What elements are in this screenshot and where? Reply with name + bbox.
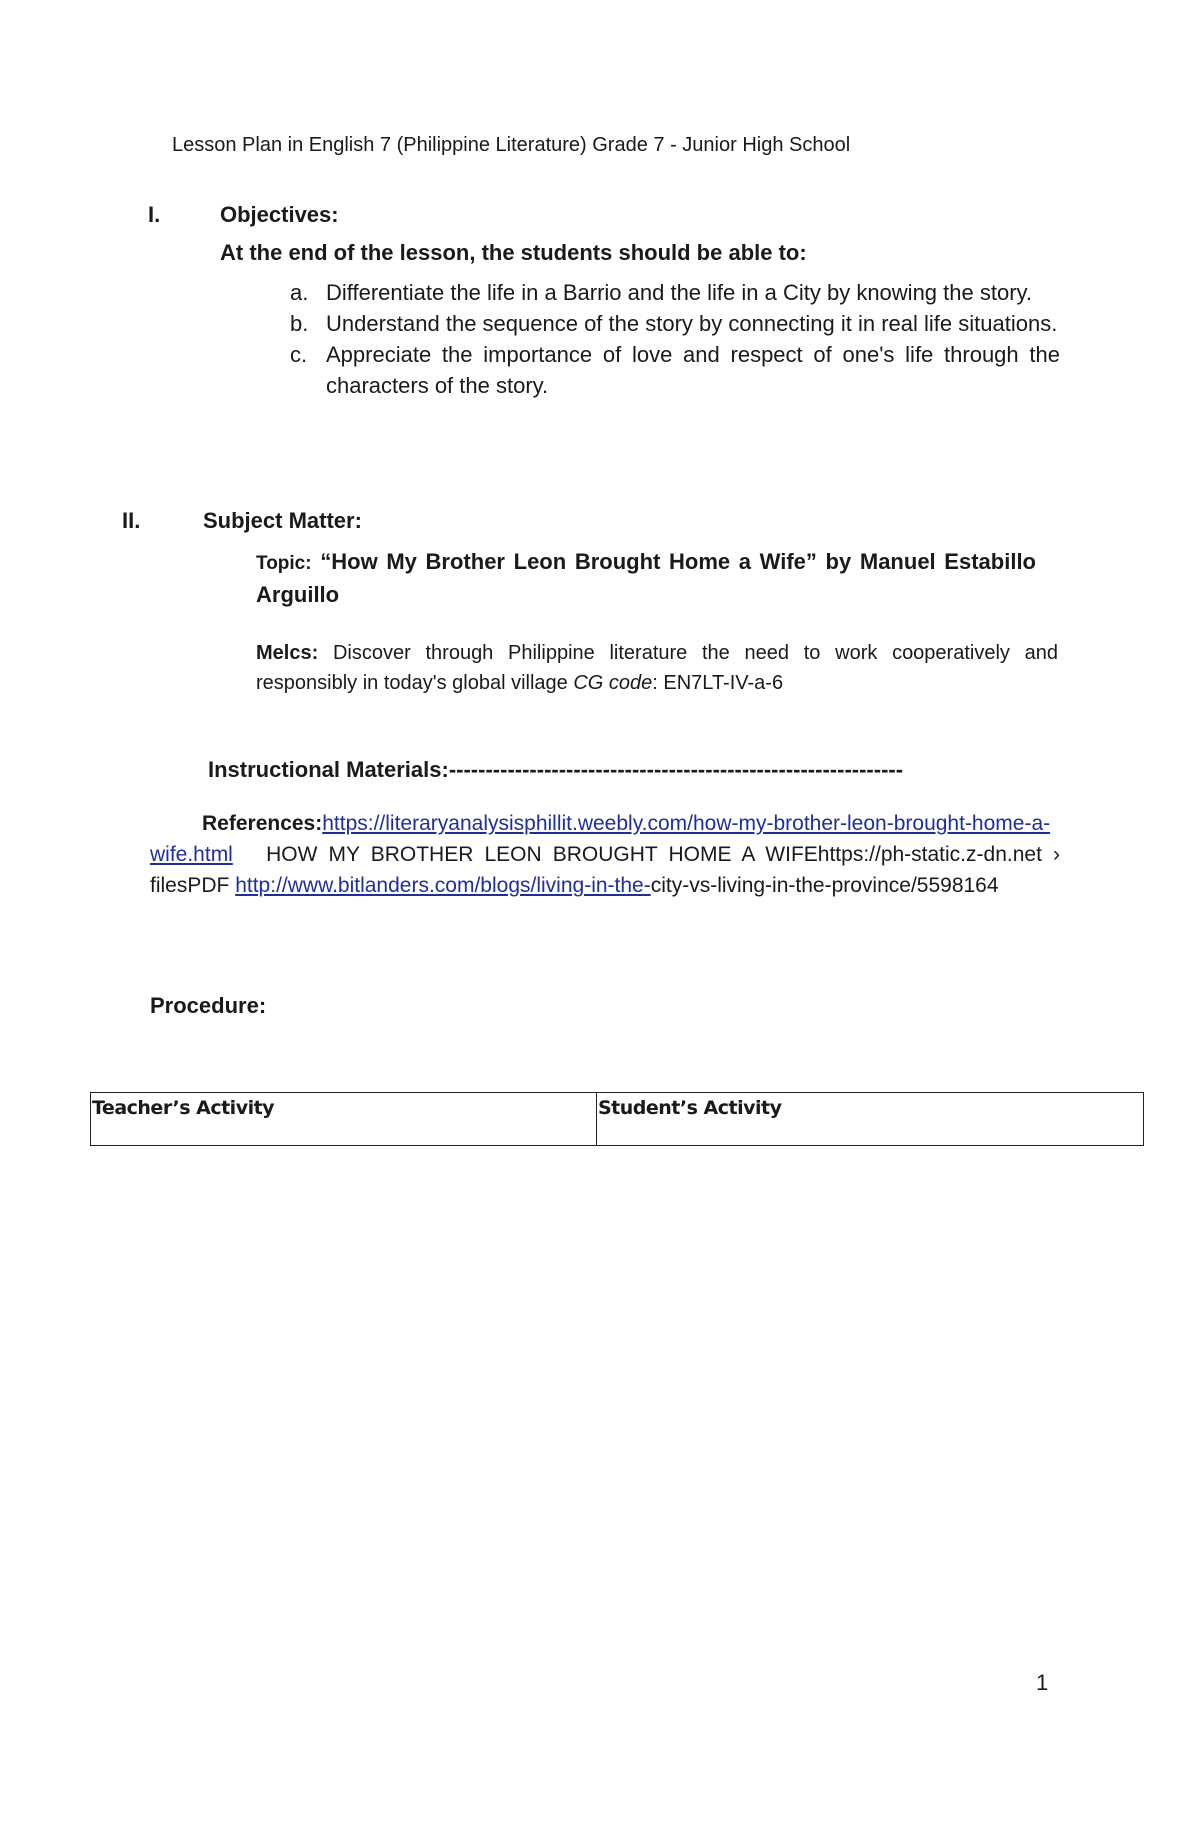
objective-text: Understand the sequence of the story by connecting it in real life situations.: [326, 311, 1058, 336]
subject-matter-heading: Subject Matter:: [203, 508, 362, 533]
topic-label: Topic:: [256, 553, 312, 574]
cg-code-value: : EN7LT-IV-a-6: [652, 672, 784, 694]
section-numeral-objectives: I.: [148, 202, 161, 227]
objective-item: [290, 339, 1060, 401]
objective-text: Differentiate the life in a Barrio and the life in a City by knowing the story.: [326, 280, 1032, 305]
objective-text: Appreciate the importance of love and respect of one's life through the characters of the story.: [326, 342, 1060, 398]
activity-table: [90, 1092, 1144, 1146]
references: [150, 808, 1060, 901]
cg-code-label: CG code: [573, 672, 653, 694]
objectives-heading: Objectives:: [220, 202, 339, 227]
melcs: [256, 638, 1058, 698]
topic-text: “How My Brother Leon Brought Home a Wife” by Manuel Estabillo Arguillo: [256, 549, 1036, 607]
page-number: 1: [1036, 1670, 1049, 1695]
procedure-heading: Procedure:: [150, 993, 267, 1018]
instructional-materials: Instructional Materials:--------------------------------------------------------------: [208, 757, 904, 782]
references-label: References:: [202, 812, 323, 835]
reference-link-2[interactable]: http://www.bitlanders.com/blogs/living-in-the-: [235, 874, 651, 897]
table-header-row: [91, 1093, 1144, 1146]
objectives-intro: At the end of the lesson, the students should be able to:: [220, 240, 807, 265]
objective-letter: c.: [290, 342, 308, 367]
topic: [256, 546, 1036, 610]
teacher-activity-header: Teacher’s Activity: [91, 1093, 597, 1146]
melcs-label: Melcs:: [256, 642, 319, 664]
objectives-list: [290, 277, 1060, 401]
objective-item: [290, 308, 1060, 339]
objective-letter: b.: [290, 311, 309, 336]
reference-text-middle: HOW MY BROTHER LEON BROUGHT HOME A WIFEhttps://ph-static.z-dn.net › filesPDF: [150, 843, 1060, 897]
student-activity-header: Student’s Activity: [597, 1093, 1144, 1146]
section-numeral-subject-matter: II.: [122, 508, 141, 533]
objective-item: [290, 277, 1060, 308]
reference-link-1[interactable]: https://literaryanalysisphillit.weebly.com/how-my-brother-leon-brought-home-a-wife.html: [150, 812, 1051, 866]
reference-text-end: city-vs-living-in-the-province/5598164: [650, 874, 999, 897]
document-header: Lesson Plan in English 7 (Philippine Literature) Grade 7 - Junior High School: [172, 134, 851, 156]
melcs-text: Discover through Philippine literature the need to work cooperatively and responsibly in today's global village: [256, 642, 1058, 694]
objective-letter: a.: [290, 280, 309, 305]
